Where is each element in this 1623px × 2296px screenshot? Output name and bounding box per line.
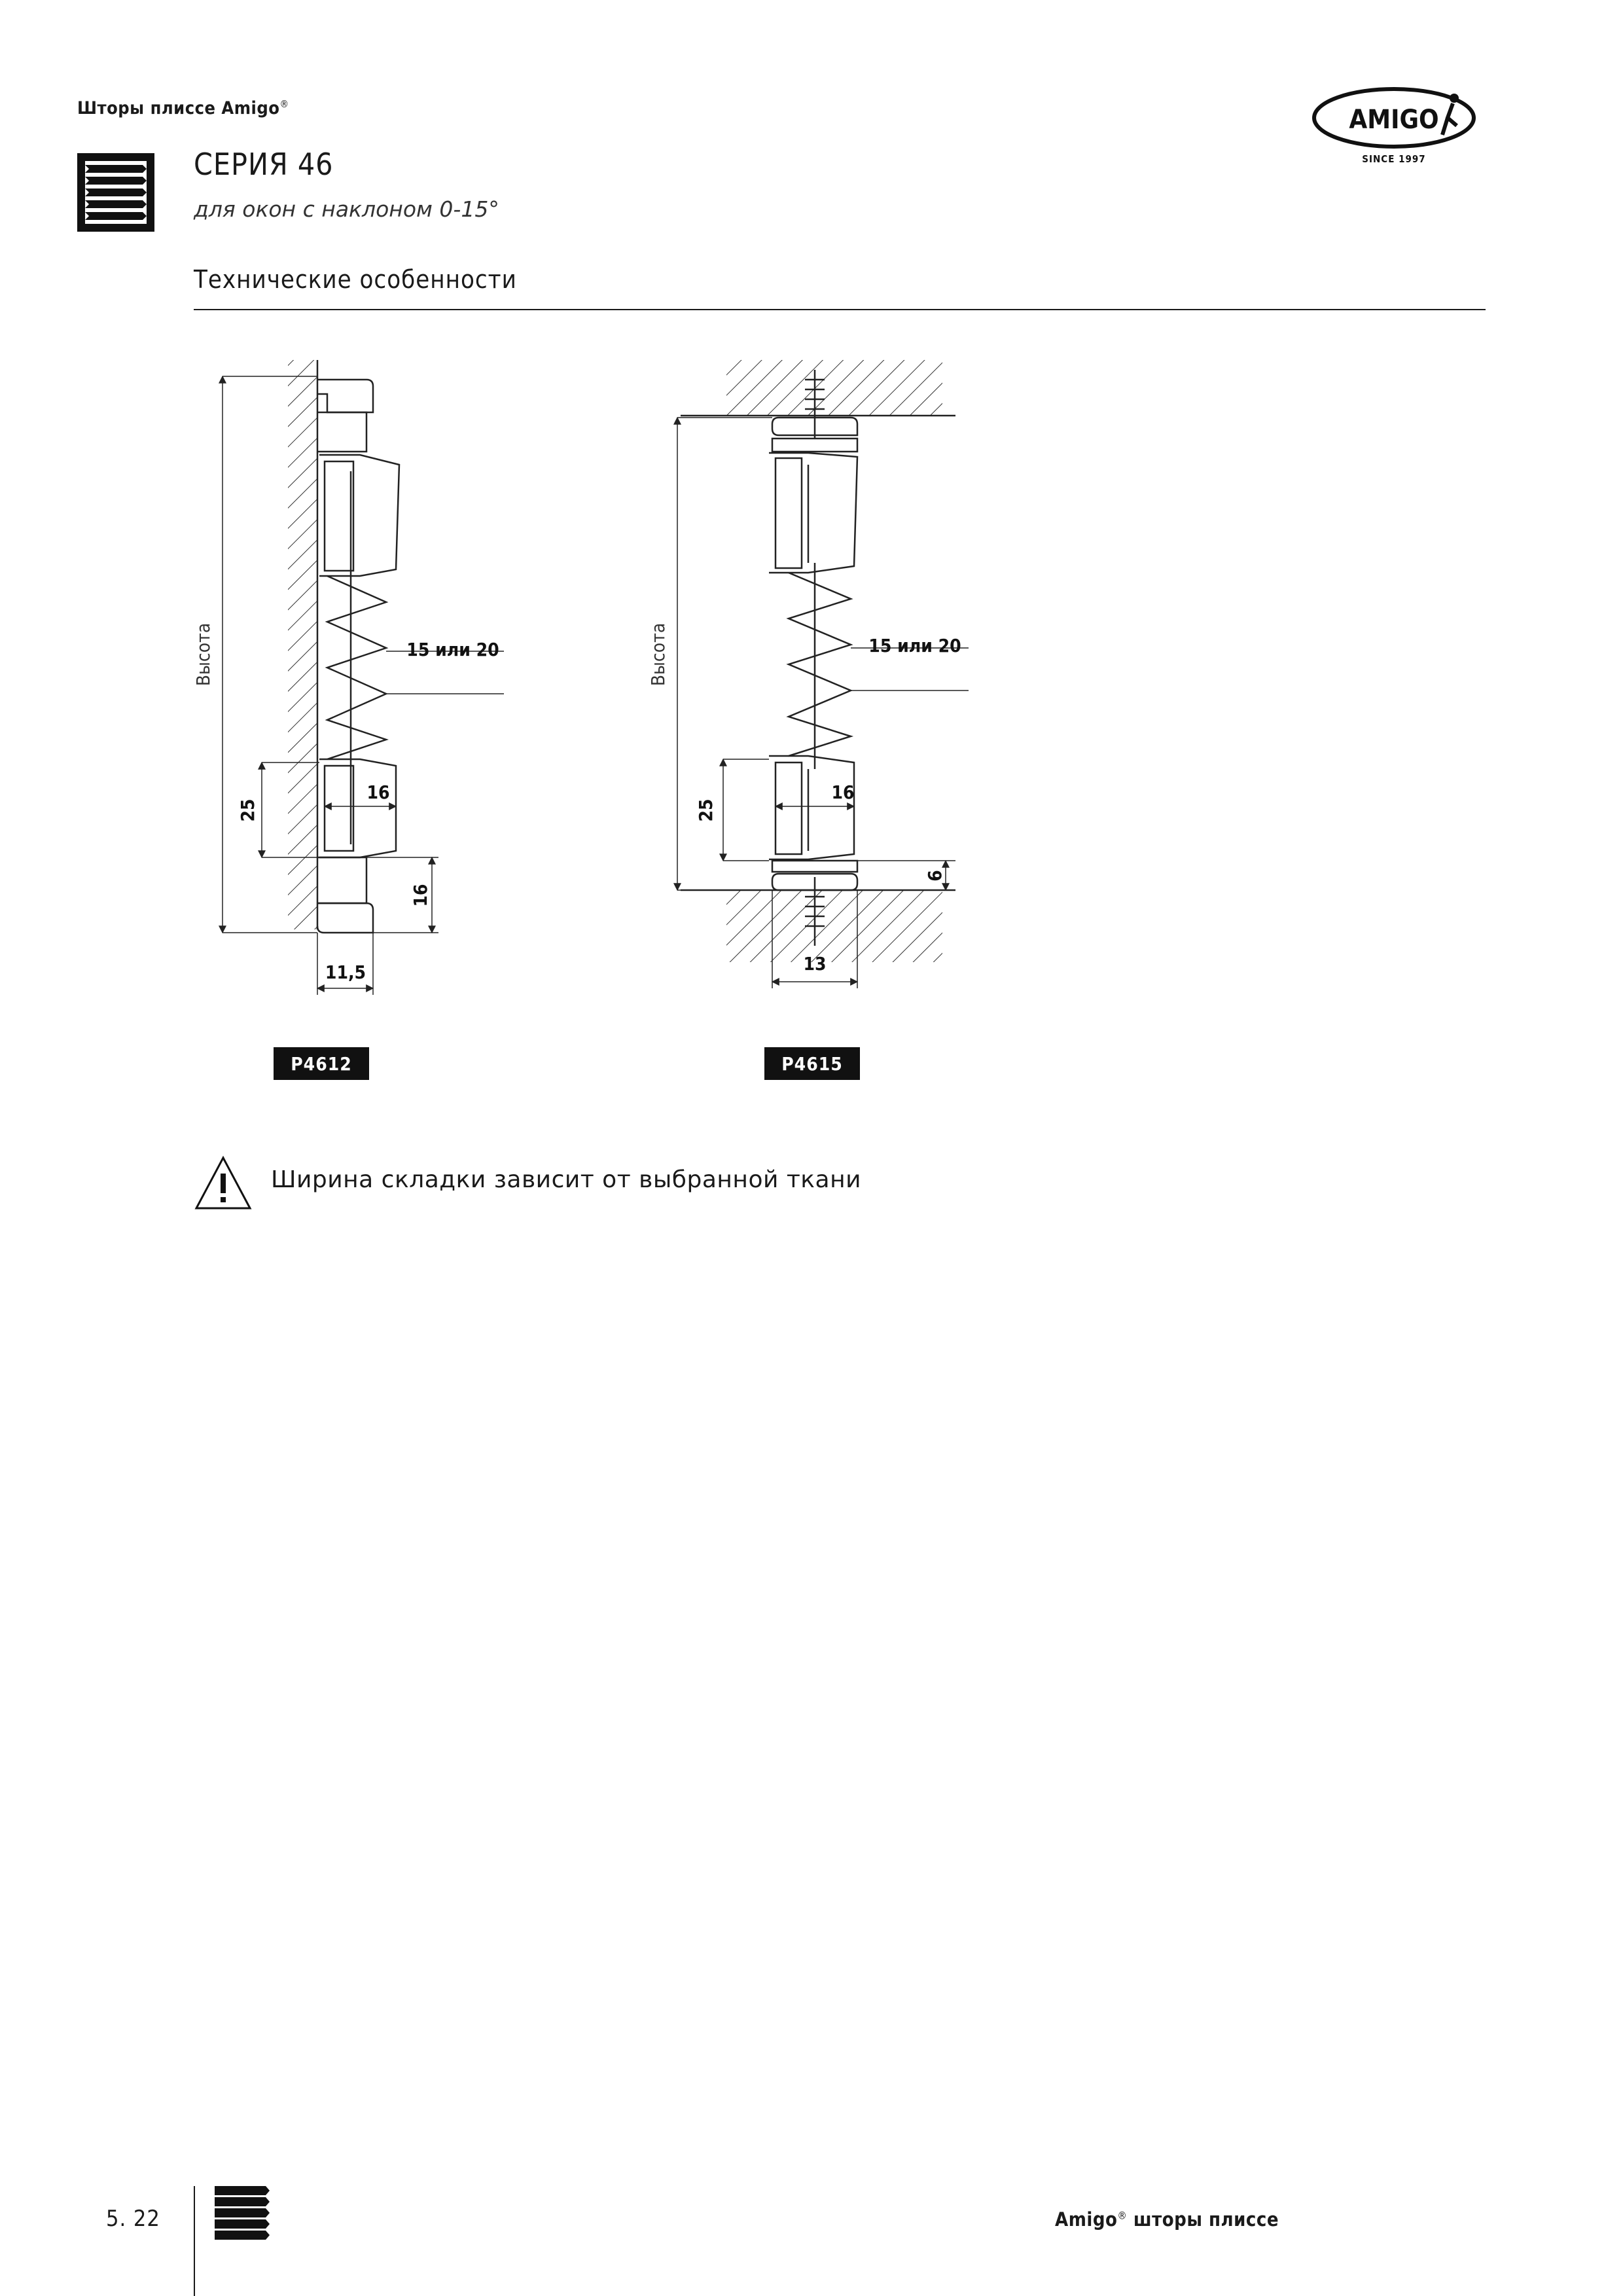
header-brand: Шторы плиссе Amigo® [77, 98, 289, 118]
logo-since: SINCE 1997 [1362, 153, 1426, 165]
dim-width-a: 11,5 [325, 961, 366, 983]
section-divider [194, 309, 1486, 310]
drawing-p4615 [677, 360, 969, 988]
section-title: Технические особенности [194, 265, 517, 294]
dim-25-a: 25 [237, 798, 259, 822]
profile-code-p4612: P4612 [274, 1047, 369, 1080]
amigo-logo [1309, 79, 1486, 170]
dim-pleat-a: 15 или 20 [406, 639, 499, 660]
dim-25-b: 25 [695, 798, 717, 822]
footer-divider [194, 2186, 195, 2296]
note-text: Ширина складки зависит от выбранной ткани [271, 1166, 862, 1193]
warning-triangle-icon [194, 1155, 253, 1211]
dim-width-b: 13 [803, 953, 827, 975]
series-title: СЕРИЯ 46 [194, 147, 334, 182]
page-number: 5. 22 [106, 2206, 160, 2232]
drawing-p4612 [223, 360, 504, 995]
height-label-a: Высота [192, 622, 214, 687]
dim-pleat-b: 15 или 20 [868, 635, 961, 656]
logo-word: AMIGO [1349, 105, 1439, 135]
pleated-blind-icon [215, 2185, 270, 2241]
dim-16-horiz-b: 16 [831, 781, 855, 803]
dim-16-horiz-a: 16 [366, 781, 390, 803]
series-subtitle: для окон с наклоном 0-15° [194, 196, 499, 222]
dim-6-b: 6 [924, 870, 946, 882]
dim-16-vert-a: 16 [410, 884, 431, 907]
height-label-b: Высота [647, 622, 669, 687]
profile-code-p4615: P4615 [764, 1047, 860, 1080]
footer-brand: Amigo® шторы плиссе [1055, 2208, 1279, 2231]
pleated-blind-icon [77, 153, 154, 232]
technical-drawings [170, 340, 1021, 1093]
